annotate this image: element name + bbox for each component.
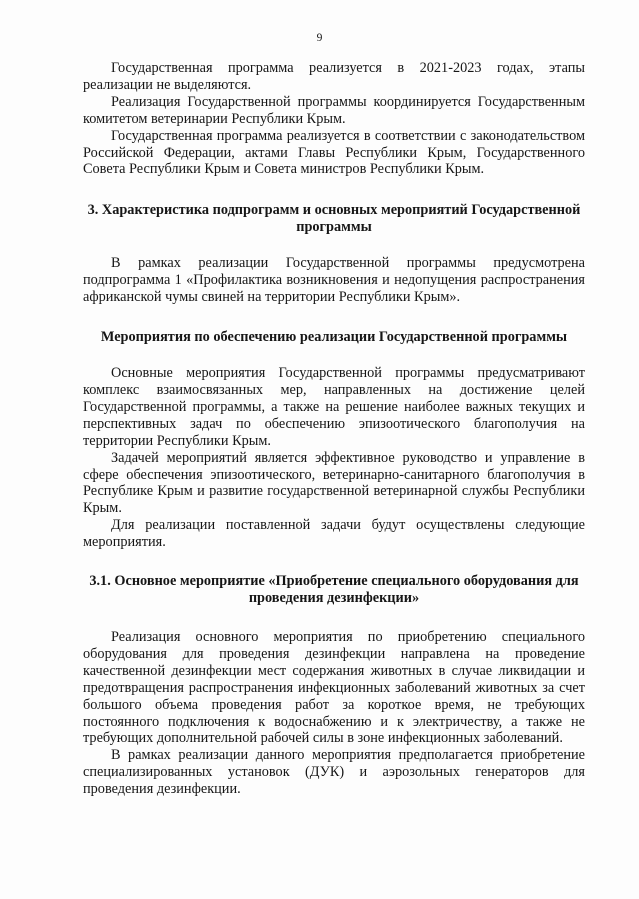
section-3-heading: 3. Характеристика подпрограмм и основных мероприятий Государственной программы <box>87 202 581 236</box>
paragraph-program-coordination: Реализация Государственной программы координируется Государственным комитетом ветеринарии Республики Крым. <box>83 93 585 127</box>
page-content <box>83 60 585 798</box>
paragraph-subprogram-1: В рамках реализации Государственной программы предусмотрена подпрограмма 1 «Профилактика возникновения и недопущения распространения африканской чумы свиней на территории Республики Крым». <box>83 255 585 306</box>
paragraph-equipment-purpose: Реализация основного мероприятия по приобретению специального оборудования для проведения дезинфекции направлена на проведение качественной дезинфекции мест содержания животных в случае ликвидации и предотвращения распространения инфекционных заболеваний животных за счет большого объема проведения работ за короткое время, не требующих постоянного подключения к водоснабжению и к электричеству, а также не требующих дополнительной рабочей силы в зоне инфекционных заболеваний. <box>83 629 585 747</box>
paragraph-main-measures: Основные мероприятия Государственной программы предусматривают комплекс взаимосвязанных мер, направленных на достижение целей Государственной программы, а также на решение наиболее важных текущих и перспективных задач по обеспечению эпизоотического благополучия на территории Республики Крым. <box>83 365 585 449</box>
paragraph-program-period: Государственная программа реализуется в 2021-2023 годах, этапы реализации не выделяются. <box>83 60 585 93</box>
paragraph-equipment-acquisition: В рамках реализации данного мероприятия предполагается приобретение специализированных установок (ДУК) и аэрозольных генераторов для проведения дезинфекции. <box>83 747 585 798</box>
paragraph-measures-implementation: Для реализации поставленной задачи будут осуществлены следующие мероприятия. <box>83 517 585 551</box>
measures-heading: Мероприятия по обеспечению реализации Государственной программы <box>100 329 568 346</box>
paragraph-measures-task: Задачей мероприятий является эффективное руководство и управление в сфере обеспечения эпизоотического, ветеринарно-санитарного благополучия в Республике Крым и развитие государственной ветеринарной службы Республики Крым. <box>83 449 585 517</box>
section-3-1-heading: 3.1. Основное мероприятие «Приобретение специального оборудования для проведения дезинфекции» <box>89 573 579 607</box>
paragraph-program-legislation: Государственная программа реализуется в соответствии с законодательством Российской Федерации, актами Главы Республики Крым, Государственного Совета Республики Крым и Совета министров Республики Крым. <box>83 127 585 178</box>
page-number: 9 <box>316 32 323 44</box>
